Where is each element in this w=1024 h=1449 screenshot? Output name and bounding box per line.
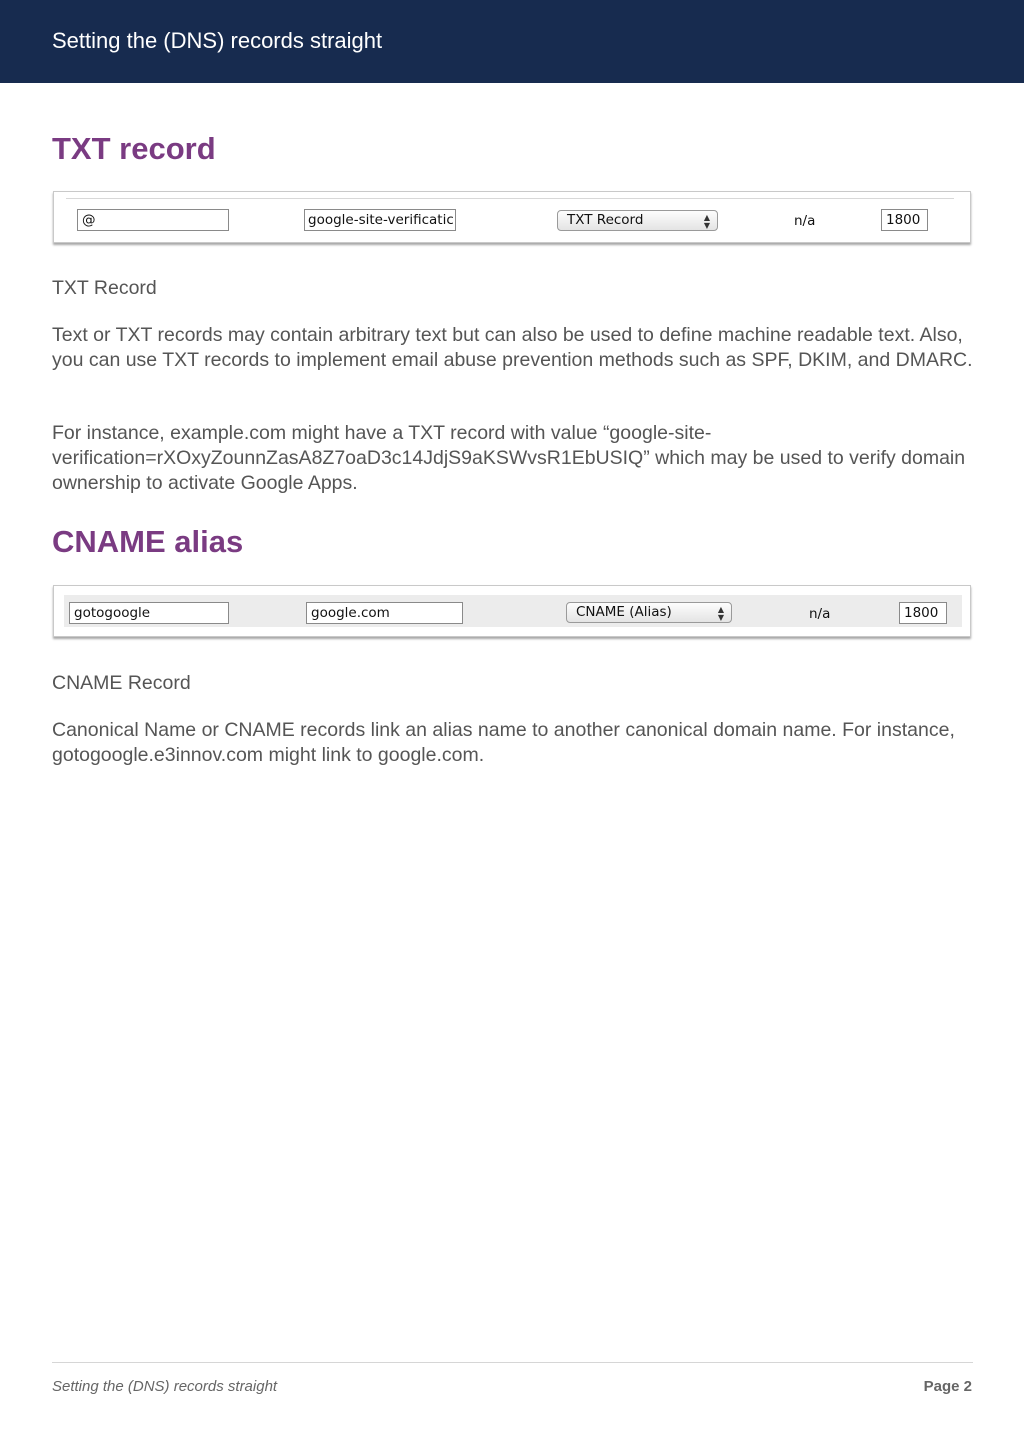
txt-type-dropdown[interactable] (557, 210, 718, 231)
cname-description-paragraph: Canonical Name or CNAME records link an alias name to another canonical domain name. For instance, gotogoogle.e3innov.com might link to google.com. (52, 719, 955, 766)
cname-ttl-field[interactable]: 1800 (899, 602, 947, 624)
cname-type-selected: CNAME (Alias) (576, 604, 672, 620)
cname-priority-value: n/a (809, 606, 831, 622)
cname-value-field[interactable]: google.com (306, 602, 463, 624)
cname-alias-heading: CNAME alias (52, 524, 244, 559)
chevron-updown-icon: ▲ ▼ (717, 605, 724, 622)
header-bar (0, 0, 1024, 83)
txt-record-panel (53, 191, 971, 243)
txt-description-paragraph: Text or TXT records may contain arbitrary text but can also be used to define machine readable text. Also, you can use TXT records to implement email abuse prevention methods such as SPF, DKIM, and DMARC. (52, 324, 973, 371)
cname-record-panel (53, 585, 971, 637)
page-number: Page 2 (923, 1378, 972, 1395)
txt-priority-value: n/a (794, 213, 816, 229)
txt-host-field[interactable]: @ (77, 209, 229, 231)
footer-title: Setting the (DNS) records straight (52, 1378, 278, 1395)
txt-example-paragraph: For instance, example.com might have a TXT record with value “google-site-verification=rXOxyZounnZasA8Z7oaD3c14JdjS9aKSWvsR1EbUSIQ” which may be used to verify domain ownership to activate Google Apps. (52, 422, 966, 494)
chevron-updown-icon: ▲ ▼ (703, 213, 710, 230)
txt-record-caption: TXT Record (52, 277, 157, 299)
cname-record-caption: CNAME Record (52, 672, 191, 694)
footer-divider (52, 1362, 973, 1363)
txt-ttl-field[interactable]: 1800 (881, 209, 928, 231)
txt-type-selected: TXT Record (567, 212, 644, 228)
cname-host-field[interactable]: gotogoogle (69, 602, 229, 624)
txt-value-field[interactable]: google-site-verificatic (304, 209, 456, 231)
header-title: Setting the (DNS) records straight (52, 28, 383, 53)
cname-type-dropdown[interactable] (566, 602, 732, 623)
txt-record-heading: TXT record (52, 131, 216, 166)
panel-divider (66, 198, 954, 199)
